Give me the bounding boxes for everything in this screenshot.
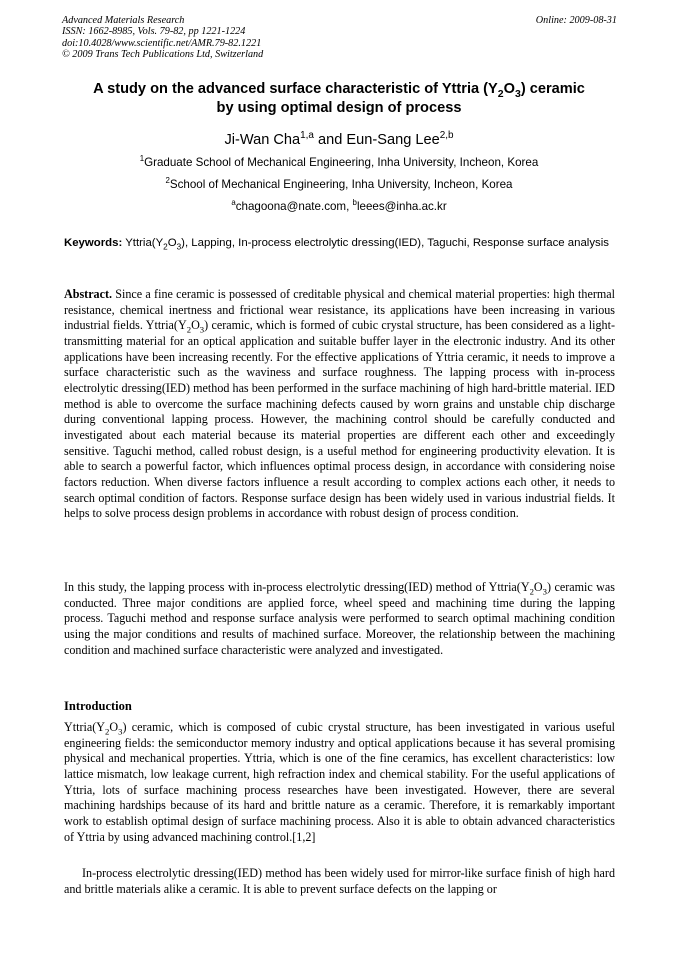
abstract-paragraph-1: Abstract. Since a fine ceramic is possessed of creditable physical and chemical material properties: high thermal resistance, chemical inertness and frictional wear resistance, its applications have been increasing in various industrial fields. $Yttria(Y_2O_3)$ ceramic, which is formed of cubic crystal structure, has been considered as a light-transmitting material for an optical application and suitable buffer layer in the electronic industry. And its other applications have been increasing recently. For the effective applications of Yttria ceramic, it needs to improve a surface characteristic such as the waviness and surface roughness. The lapping process with in-process electrolytic dressing(IED) method has been performed in the surface machining of high hard-brittle material. IED method is able to overcome the surface machining defects caused by worn grains and unstable chip discharge during conventional lapping process. However, the machining control should be carefully conducted and investigated about each material because its material properties are different each other and exceedingly sensitive. Taguchi method, called robust design, is a useful method for engineering productivity elevation. It is able to search a powerful factor, which influences optimal process design, in accordance with considering noise factors reduction. When diverse factors influence a result according to complex actions each other, it needs to search optimal condition of factors. Response surface design has been widely used in various industrial fields. It helps to solve process design problems in accordance with robust design of process condition. [64,287,615,521]
author-1: Ji-Wan Cha [224,132,301,148]
abstract-label: Abstract. [64,287,113,301]
paper-title [40,80,638,118]
author-2: Eun-Sang Lee [346,132,440,148]
copyright-line: © 2009 Trans Tech Publications Ltd, Switzerland [62,49,264,61]
title-line-2: by using optimal design of process [216,100,462,116]
title-line-1: A study on the advanced surface characteristic of Yttria $(Y_2O_3)$ ceramic [93,81,585,100]
introduction-paragraph-2: In-process electrolytic dressing(IED) method has been widely used for mirror-like surface finish of high hard and brittle materials alike a ceramic. It is able to prevent surface defects on the lapping or [64,866,615,896]
introduction-paragraph-1: $Yttria(Y_2O_3)$ ceramic, which is composed of cubic crystal structure, has been investigated in various useful engineering fields: the semiconductor memory industry and optical applications because it has several promising physical and mechanical properties. Yttria, which is one of the fine ceramics, has excellent characteristics: low lattice mismatch, low leakage current, high refraction index and chemical stability. For the useful applications of Yttria, lots of surface machining process researches have been investigated. However, there are several machining hardships because of its hard and brittle nature as a ceramic. Therefore, it is remarkably important work to establish optimal design of surface machining process. Also it is able to obtain advanced characteristics of Yttria by using advanced machining control.[1,2] [64,720,615,844]
keywords: Keywords: $Yttria(Y_2O_3)$, Lapping, In-process electrolytic dressing(IED), Taguchi, Response surface analysis [64,237,609,252]
abstract-paragraph-2: In this study, the lapping process with in-process electrolytic dressing(IED) method of $Yttria(Y_2O_3)$ ceramic was conducted. Three major conditions are applied force, wheel speed and machining time during the lapping process. Taguchi method and response surface analysis were performed to search optimal machining condition using the major conditions and results of machined surface. Moreover, the relationship between the machining condition and machined surface characteristic were analyzed and investigated. [64,580,615,657]
issn-line: ISSN: 1662-8985, Vols. 79-82, pp 1221-1224 [62,26,246,38]
authors-line: Ji-Wan Cha$^{1,a}$ and Eun-Sang Lee$^{2,b}$ [224,130,454,148]
introduction-heading: Introduction [64,699,132,713]
email-line: $^a$chagoona@nate.com, $^b$leees@inha.ac.kr [231,198,447,213]
keywords-label: Keywords: [64,237,123,249]
journal-header [62,15,617,61]
affiliation-1: $^1$Graduate School of Mechanical Engineering, Inha University, Incheon, Korea [139,154,539,169]
doi-line: doi:10.4028/www.scientific.net/AMR.79-82.1221 [62,37,262,49]
online-date: Online: 2009-08-31 [535,15,617,26]
affiliation-2: $^2$School of Mechanical Engineering, Inha University, Incheon, Korea [165,176,513,191]
journal-name: Advanced Materials Research [62,15,185,26]
